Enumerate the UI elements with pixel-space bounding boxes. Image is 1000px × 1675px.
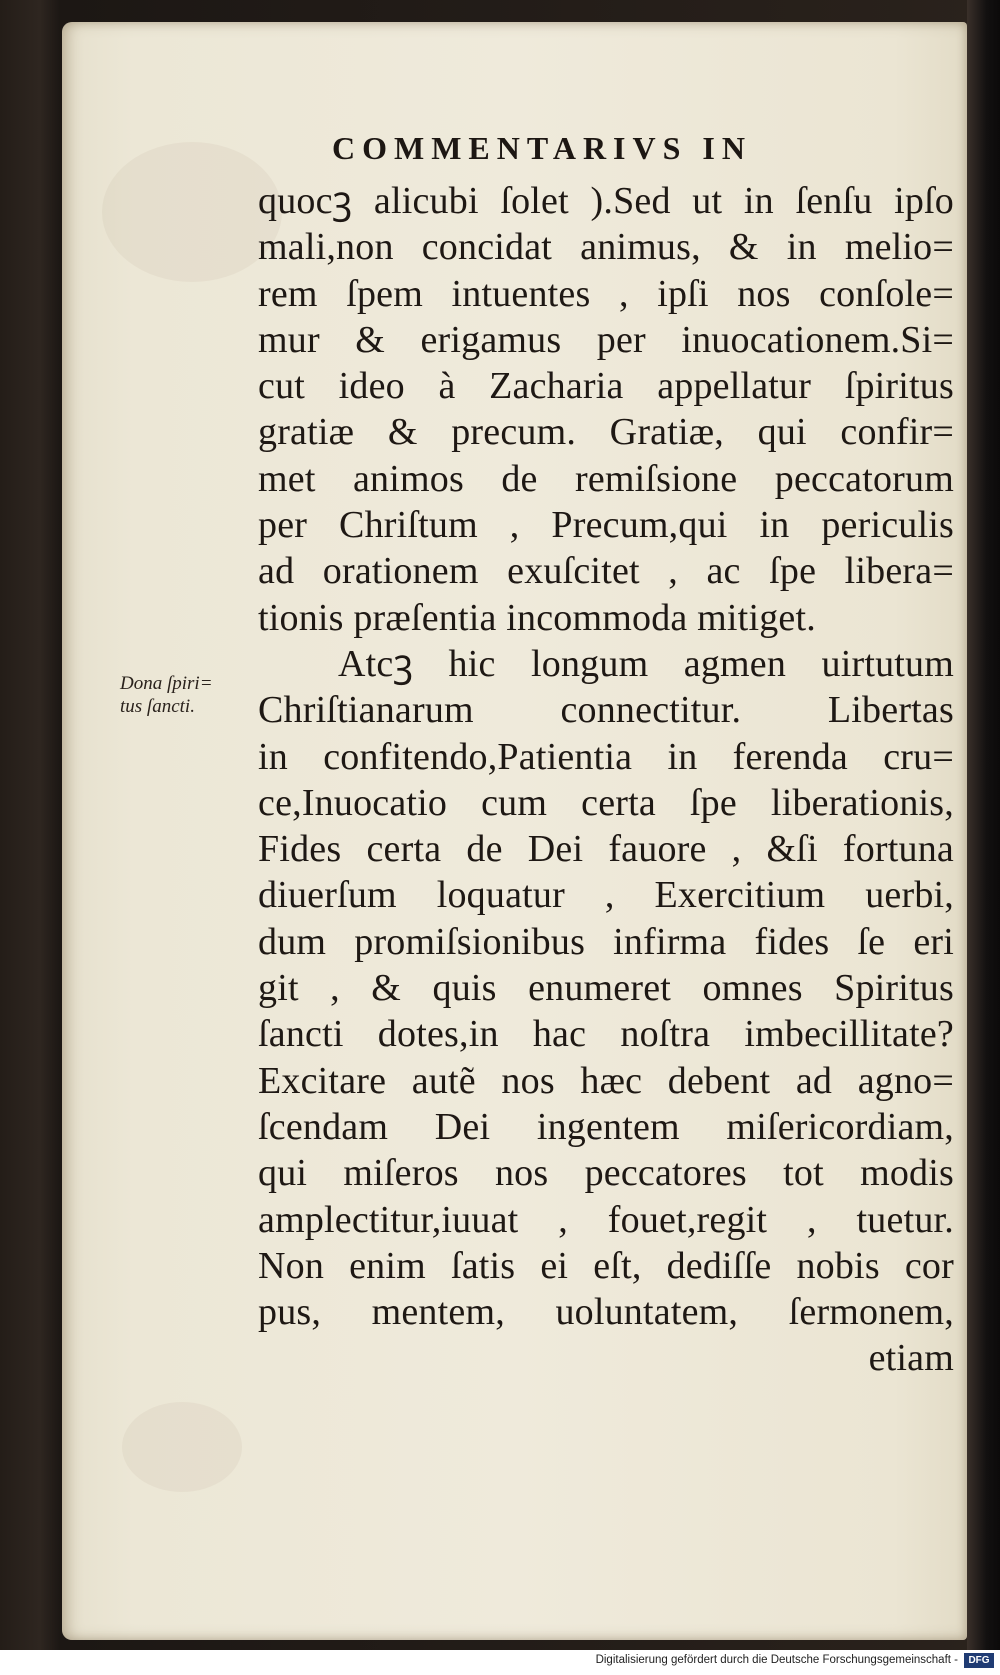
text-line: ad orationem exuſcitet , ac ſpe libera= <box>258 550 954 593</box>
text-line: gratiæ & precum. Gratiæ, qui confir= <box>258 411 954 454</box>
text-line: ce,Inuocatio cum certa ſpe liberationis, <box>258 781 954 824</box>
text-line: in confitendo,Patientia in ferenda cru= <box>258 735 954 778</box>
text-line: ſcendam Dei ingentem miſericordiam, <box>258 1105 954 1148</box>
marginal-note-line: Dona ſpiri= <box>120 673 213 694</box>
text-line: ſancti dotes,in hac noſtra imbecillitate? <box>258 1013 954 1056</box>
page-stain <box>122 1402 242 1492</box>
text-line: met animos de remiſsione peccatorum <box>258 457 954 500</box>
footer-bar <box>0 1650 1000 1675</box>
text-line: quocꝫ alicubi ſolet ).Sed ut in ſenſu ipſo <box>258 180 954 222</box>
text-line: cut ideo à Zacharia appellatur ſpiritus <box>258 365 954 408</box>
text-line: Excitare autẽ nos hæc debent ad agno= <box>258 1059 954 1102</box>
text-line: rem ſpem intuentes , ipſi nos conſole= <box>258 272 954 315</box>
text-line: Atcꝫ hic longum agmen uirtutum <box>338 642 954 685</box>
text-line: dum promiſsionibus infirma fides ſe eri <box>258 920 954 963</box>
text-line: Non enim ſatis ei eſt, dediſſe nobis cor <box>258 1244 954 1287</box>
book-edge <box>967 0 1000 1650</box>
text-line: mur & erigamus per inuocationem.Si= <box>258 318 954 361</box>
text-line: Chriſtianarum connectitur. Libertas <box>258 689 954 732</box>
page-stain <box>102 142 282 282</box>
text-line: qui miſeros nos peccatores tot modis <box>258 1152 954 1195</box>
dfg-logo: DFG <box>964 1653 994 1668</box>
text-line: amplectitur,iuuat , fouet,regit , tuetur. <box>258 1198 954 1241</box>
footer-credit: Digitalisierung gefördert durch die Deutsche Forschungsgemeinschaft - <box>595 1654 958 1666</box>
text-line: mali,non concidat animus, & in melio= <box>258 226 954 269</box>
text-line: per Chriſtum , Precum,qui in periculis <box>258 504 954 547</box>
running-head: COMMENTARIVS IN <box>332 130 752 166</box>
text-line: diuerſum loquatur , Exercitium uerbi, <box>258 874 954 917</box>
text-line: Fides certa de Dei fauore , &ſi fortuna <box>258 828 954 871</box>
text-line: git , & quis enumeret omnes Spiritus <box>258 967 954 1010</box>
text-line: pus, mentem, uoluntatem, ſermonem, <box>258 1291 954 1334</box>
marginal-note <box>120 672 250 718</box>
catchword: etiam <box>868 1337 954 1380</box>
text-line: tionis præſentia incommoda mitiget. <box>258 596 816 639</box>
marginal-note-line: tus ſancti. <box>120 696 195 717</box>
body-text <box>258 178 954 1382</box>
